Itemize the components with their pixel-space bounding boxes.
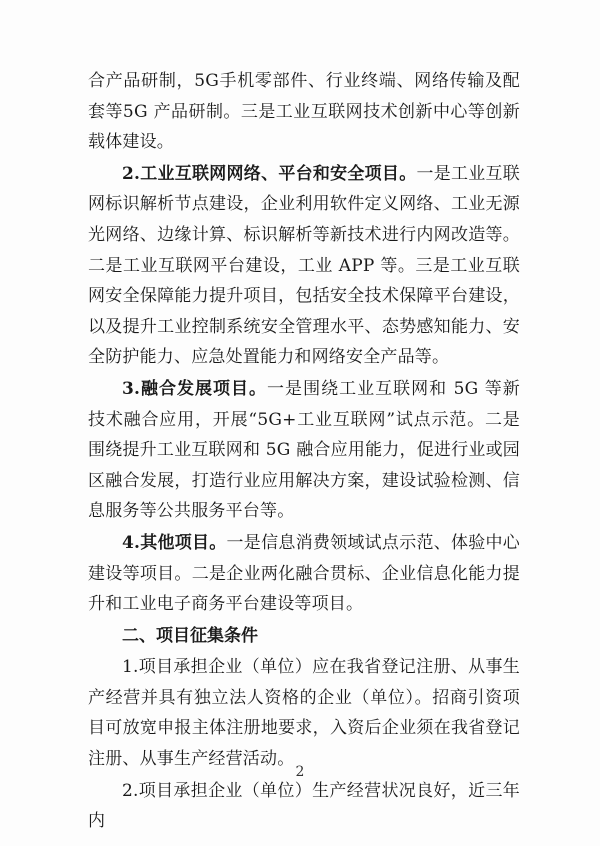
paragraph-text: 一是围绕工业互联网和 5G 等新技术融合应用，开展“5G+工业互联网”试点示范。二是围绕提升工业互联网和 5G 融合应用能力，促进行业或园区融合发展，打造行业应用解决方案，建设试验检测、信息服务等公共服务平台等。 (88, 378, 521, 522)
paragraph-text: 一是信息消费领域试点示范、体验中心建设等项目。二是企业两化融合贯标、企业信息化能力提升和工业电子商务平台建设等项目。 (88, 532, 520, 615)
paragraph-continuation (88, 66, 520, 158)
paragraph-condition-1 (88, 652, 520, 774)
paragraph-text: 一是工业互联网标识解析节点建设，企业利用软件定义网络、工业无源光网络、边缘计算、标识解析等新技术进行内网改造等。二是工业互联网平台建设，工业 APP 等。三是工业互联网安全保障能力提升项目，包括安全技术保障平台建设，以及提升工业控制系统安全管理水平、态势感知能力、安全防护能力、应急处置能力和网络安全产品等。 (88, 163, 520, 368)
paragraph-text: 1.项目承担企业（单位）应在我省登记注册、从事生产经营并具有独立法人资格的企业（单位）。招商引资项目可放宽申报主体注册地要求，入资后企业须在我省登记注册、从事生产经营活动。 (88, 657, 520, 770)
paragraph-condition-2 (88, 776, 520, 837)
paragraph-integration-development (88, 374, 520, 527)
paragraph-other-projects (88, 528, 520, 620)
paragraph-title: 3.融合发展项目。 (122, 378, 268, 399)
paragraph-title: 2.工业互联网网络、平台和安全项目。 (122, 163, 417, 184)
paragraph-text: 2.项目承担企业（单位）生产经营状况良好，近三年内 (88, 780, 520, 832)
paragraph-title: 4.其他项目。 (122, 532, 227, 553)
page-number: 2 (295, 764, 305, 780)
paragraph-text: 合产品研制，5G手机零部件、行业终端、网络传输及配套等5G 产品研制。三是工业互联网技术创新中心等创新载体建设。 (88, 71, 520, 153)
section-heading: 二、项目征集条件 (122, 625, 258, 646)
paragraph-network-platform-security (88, 159, 520, 373)
document-body (88, 66, 520, 838)
